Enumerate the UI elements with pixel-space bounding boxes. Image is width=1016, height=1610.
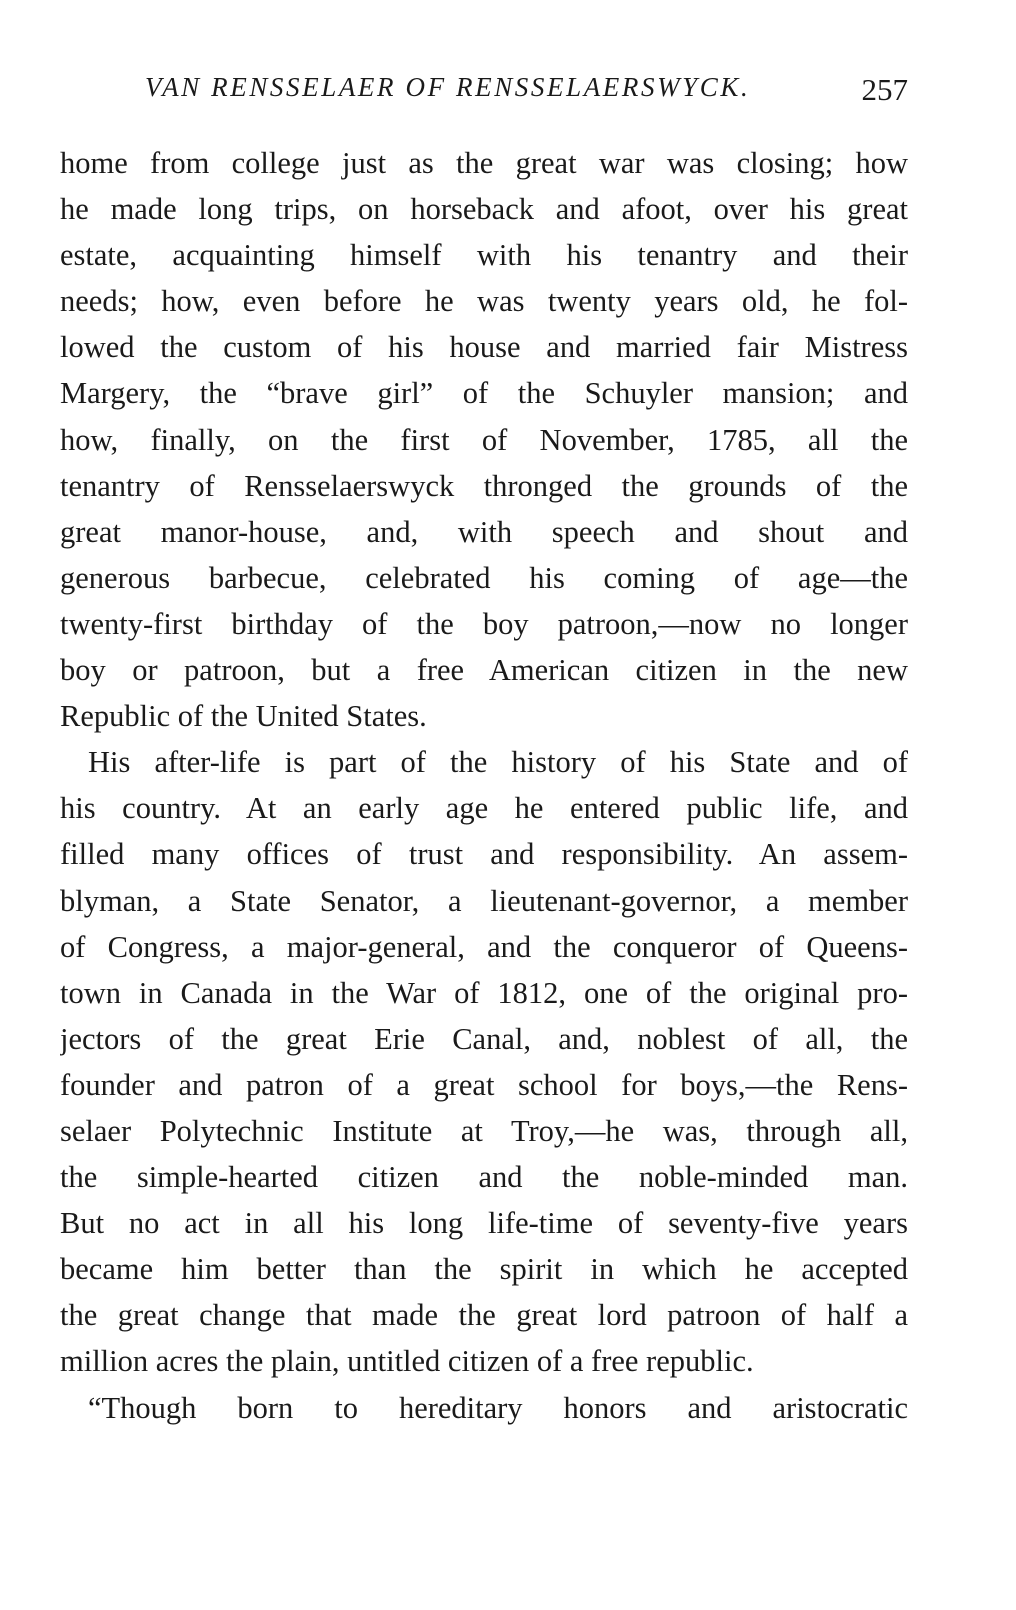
page-header [60,72,908,112]
text-line: tenantry of Rensselaerswyck thronged the grounds of the [60,468,908,503]
text-line: Margery, the “brave girl” of the Schuyler mansion; and [60,376,908,411]
text-line: Republic of the United States. [60,699,427,734]
text-line: blyman, a State Senator, a lieutenant-governor, a member [60,883,908,918]
text-line: town in Canada in the War of 1812, one of the original pro- [60,975,908,1010]
text-line: needs; how, even before he was twenty years old, he fol- [60,284,908,319]
text-line: great manor-house, and, with speech and shout and [60,514,908,549]
text-line: became him better than the spirit in which he accepted [60,1252,908,1287]
text-line: filled many offices of trust and responsibility. An assem- [60,837,908,872]
text-line: founder and patron of a great school for boys,—the Rens- [60,1067,908,1102]
running-head: VAN RENSSELAER OF RENSSELAERSWYCK. [145,72,751,102]
text-line: “Though born to hereditary honors and aristocratic [88,1390,908,1425]
text-line: twenty-first birthday of the boy patroon,—now no longer [60,606,908,641]
text-line: million acres the plain, untitled citizen of a free republic. [60,1344,754,1379]
body-text [60,140,908,1431]
text-line: estate, acquainting himself with his tenantry and their [60,238,908,273]
text-line: But no act in all his long life-time of seventy-five years [60,1206,908,1241]
text-line: he made long trips, on horseback and afoot, over his great [60,192,908,227]
text-line: jectors of the great Erie Canal, and, noblest of all, the [60,1021,908,1056]
text-line: generous barbecue, celebrated his coming of age—the [60,560,908,595]
text-line: of Congress, a major-general, and the conqueror of Queens- [60,929,908,964]
page-number: 257 [861,72,908,107]
text-line: boy or patroon, but a free American citizen in the new [60,653,908,688]
text-line: home from college just as the great war was closing; how [60,146,908,180]
text-line: lowed the custom of his house and married fair Mistress [60,330,908,365]
text-line: selaer Polytechnic Institute at Troy,—he was, through all, [60,1113,908,1148]
text-line: the simple-hearted citizen and the noble-minded man. [60,1160,908,1195]
text-line: his country. At an early age he entered public life, and [60,791,908,826]
text-line: His after-life is part of the history of his State and of [88,745,908,780]
text-line: the great change that made the great lord patroon of half a [60,1298,908,1333]
text-line: how, finally, on the first of November, 1785, all the [60,422,908,457]
